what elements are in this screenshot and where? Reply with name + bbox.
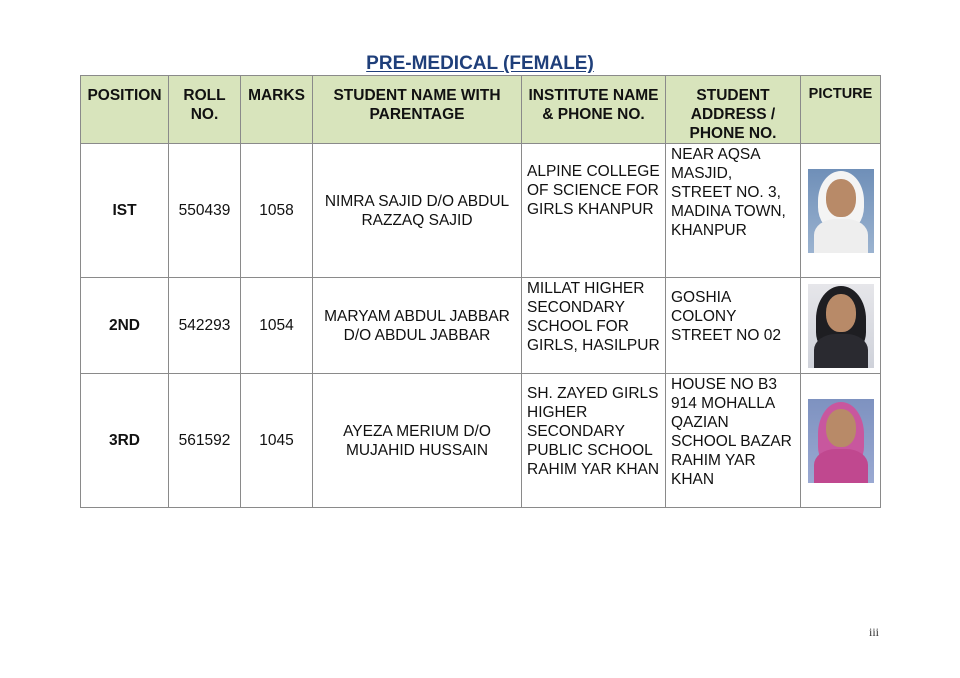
roll-cell: 550439 — [169, 144, 241, 278]
header-institute: INSTITUTE NAME & PHONE NO. — [522, 76, 666, 144]
institute-cell: MILLAT HIGHER SECONDARY SCHOOL FOR GIRLS, HASILPUR — [522, 278, 666, 374]
institute-cell: SH. ZAYED GIRLS HIGHER SECONDARY PUBLIC SCHOOL RAHIM YAR KHAN — [522, 374, 666, 508]
picture-cell — [801, 278, 881, 374]
marks-cell: 1054 — [241, 278, 313, 374]
student-photo — [808, 284, 874, 368]
header-picture: PICTURE — [801, 76, 881, 144]
address-cell: NEAR AQSA MASJID, STREET NO. 3, MADINA TOWN, KHANPUR — [666, 144, 801, 278]
marks-cell: 1058 — [241, 144, 313, 278]
header-name: STUDENT NAME WITH PARENTAGE — [313, 76, 522, 144]
picture-cell — [801, 374, 881, 508]
address-cell: HOUSE NO B3 914 MOHALLA QAZIAN SCHOOL BAZAR RAHIM YAR KHAN — [666, 374, 801, 508]
header-address: STUDENT ADDRESS / PHONE NO. — [666, 76, 801, 144]
page-title-text: PRE-MEDICAL (FEMALE) — [366, 53, 594, 74]
header-marks: MARKS — [241, 76, 313, 144]
picture-cell — [801, 144, 881, 278]
name-cell: MARYAM ABDUL JABBAR D/O ABDUL JABBAR — [313, 278, 522, 374]
roll-cell: 542293 — [169, 278, 241, 374]
student-photo — [808, 399, 874, 483]
header-row — [81, 76, 881, 144]
header-roll: ROLL NO. — [169, 76, 241, 144]
marks-cell: 1045 — [241, 374, 313, 508]
position-cell: 3RD — [81, 374, 169, 508]
address-cell: GOSHIA COLONY STREET NO 02 — [666, 278, 801, 374]
page-title — [0, 53, 960, 75]
table-row — [81, 374, 881, 508]
position-cell: 2ND — [81, 278, 169, 374]
table-row — [81, 278, 881, 374]
student-photo — [808, 169, 874, 253]
page-number: iii — [869, 625, 880, 639]
header-position: POSITION — [81, 76, 169, 144]
roll-cell: 561592 — [169, 374, 241, 508]
table-row — [81, 144, 881, 278]
results-table — [80, 75, 881, 508]
name-cell: NIMRA SAJID D/O ABDUL RAZZAQ SAJID — [313, 144, 522, 278]
position-cell: IST — [81, 144, 169, 278]
institute-cell: ALPINE COLLEGE OF SCIENCE FOR GIRLS KHANPUR — [522, 144, 666, 278]
name-cell: AYEZA MERIUM D/O MUJAHID HUSSAIN — [313, 374, 522, 508]
